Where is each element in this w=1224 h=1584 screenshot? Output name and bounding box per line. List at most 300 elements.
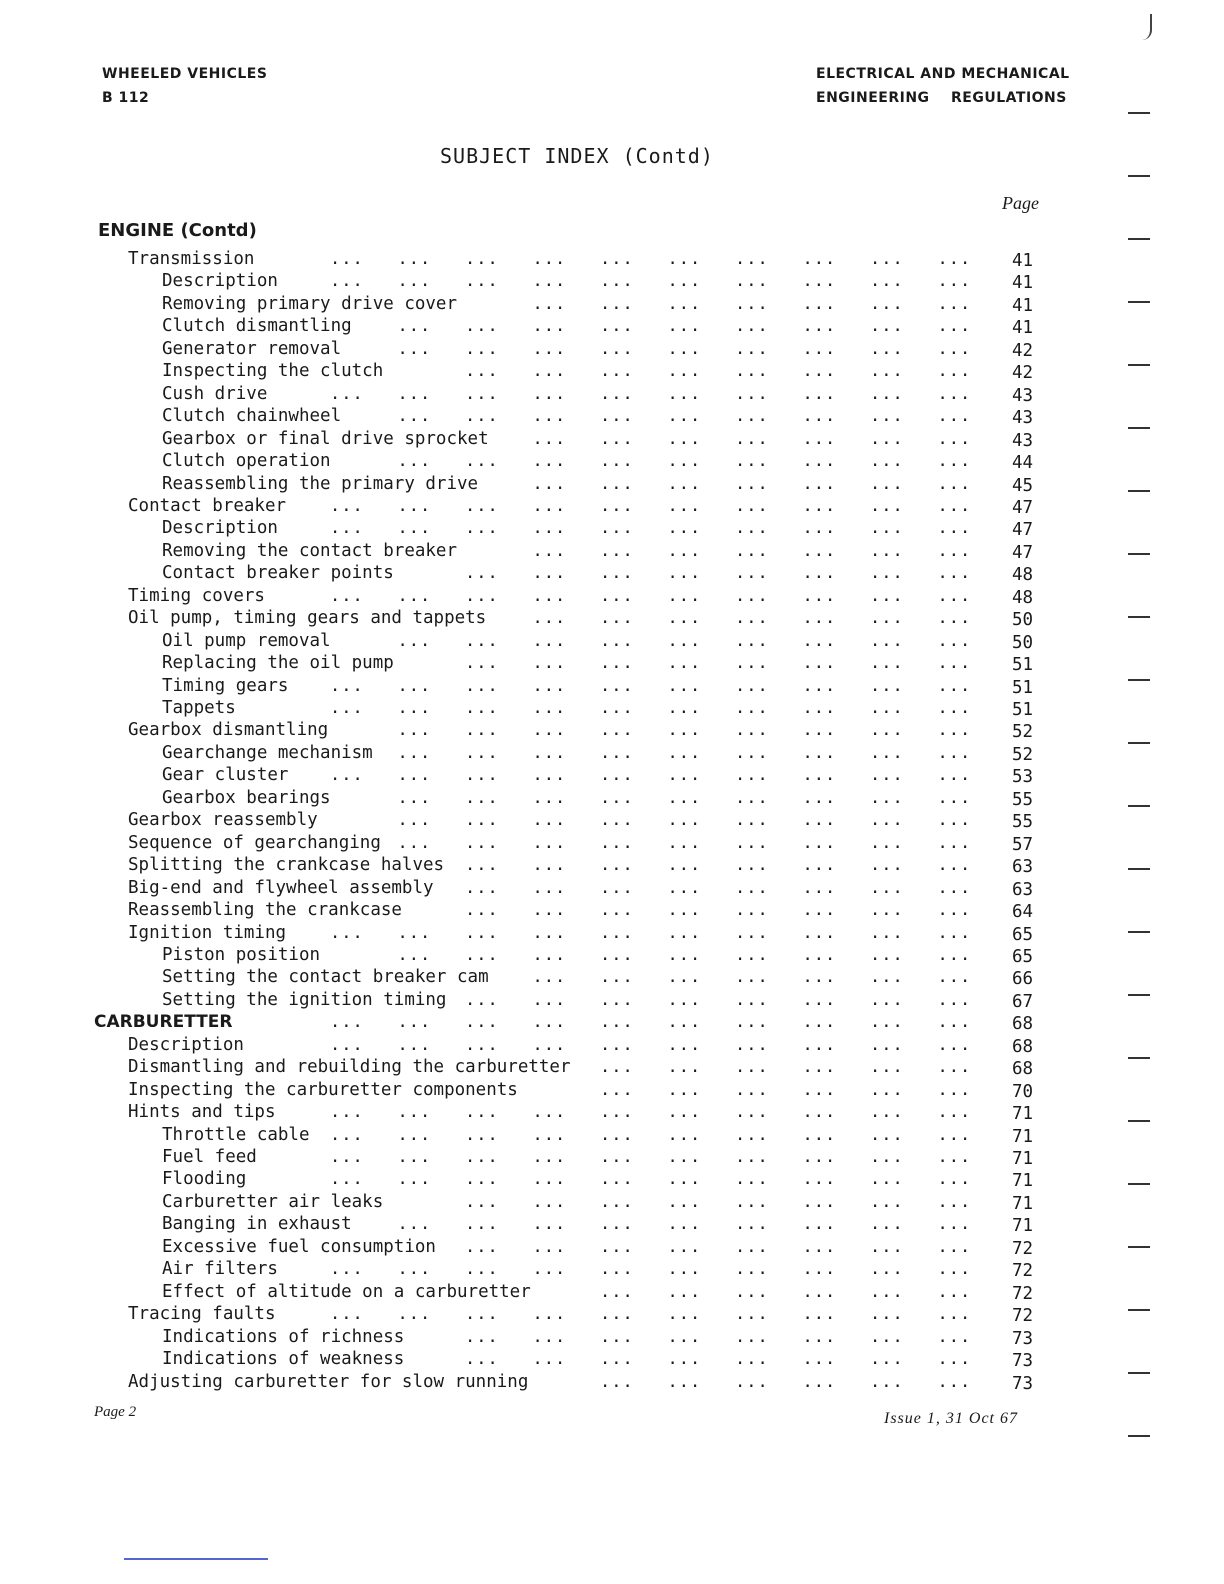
header-right-line1: ELECTRICAL AND MECHANICAL	[816, 66, 1070, 82]
dot-leader: ...	[600, 1057, 634, 1078]
margin-tick	[1128, 427, 1150, 429]
dot-leader: ...	[870, 698, 904, 718]
dot-leader: ...	[870, 1079, 904, 1100]
dot-leader: ...	[802, 406, 837, 427]
dot-leader: ...	[870, 944, 904, 965]
dot-leader: ...	[532, 630, 567, 651]
dot-leader: ...	[870, 832, 904, 853]
index-entry	[0, 1258, 1224, 1280]
index-entry-page: 41	[1012, 251, 1034, 271]
index-entry-label: Flooding	[162, 1169, 247, 1190]
dot-leader: ...	[330, 765, 364, 786]
dot-leader: ...	[802, 1259, 837, 1280]
index-entry-page: 72	[1012, 1238, 1034, 1259]
dot-leader: ...	[735, 1012, 769, 1033]
dot-leader: ...	[532, 608, 567, 629]
dot-leader: ...	[937, 967, 972, 988]
dot-leader: ...	[870, 1349, 904, 1370]
dot-leader: ...	[600, 944, 634, 965]
dot-leader: ...	[735, 563, 769, 584]
index-entry-page: 43	[1012, 385, 1034, 406]
dot-leader: ...	[532, 675, 567, 696]
index-entry-page: 72	[1012, 1283, 1034, 1304]
index-entry	[0, 1326, 1224, 1348]
dot-leader: ...	[802, 855, 837, 876]
dot-leader: ...	[870, 1012, 904, 1033]
dot-leader: ...	[870, 1236, 904, 1257]
index-entry-label: Gearchange mechanism	[162, 742, 373, 763]
index-entry	[0, 944, 1224, 966]
index-entry	[0, 270, 1224, 292]
dot-leader: ...	[330, 675, 364, 696]
dot-leader: ...	[465, 1304, 499, 1325]
dot-leader: ...	[735, 765, 769, 786]
dot-leader: ...	[870, 361, 904, 382]
index-entry-label: Contact breaker	[128, 495, 287, 516]
dot-leader: ...	[600, 473, 634, 494]
dot-leader: ...	[532, 720, 567, 741]
dot-leader: ...	[667, 765, 702, 786]
index-entry-label: Adjusting carburetter for slow running	[128, 1371, 529, 1392]
dot-leader: ...	[397, 1304, 432, 1325]
dot-leader: ...	[735, 316, 769, 337]
margin-tick	[1128, 1120, 1150, 1122]
dot-leader: ...	[870, 473, 904, 494]
dot-leader: ...	[397, 765, 432, 786]
dot-leader: ...	[937, 406, 972, 427]
dot-leader: ...	[937, 1102, 972, 1123]
dot-leader: ...	[532, 922, 567, 943]
dot-leader: ...	[735, 608, 769, 629]
dot-leader: ...	[735, 944, 769, 965]
dot-leader: ...	[667, 1349, 702, 1370]
dot-leader: ...	[937, 922, 972, 943]
dot-leader: ...	[600, 1281, 634, 1302]
dot-leader: ...	[667, 1326, 702, 1347]
dot-leader: ...	[532, 361, 567, 382]
dot-leader: ...	[735, 742, 769, 763]
dot-leader: ...	[937, 1169, 972, 1190]
dot-leader: ...	[735, 1079, 769, 1100]
dot-leader: ...	[465, 900, 499, 921]
dot-leader: ...	[397, 451, 432, 472]
dot-leader: ...	[397, 316, 432, 337]
dot-leader: ...	[600, 765, 634, 786]
index-entry	[0, 697, 1224, 719]
dot-leader: ...	[397, 1034, 432, 1055]
index-entry	[0, 540, 1224, 562]
dot-leader: ...	[735, 271, 769, 292]
dot-leader: ...	[667, 473, 702, 494]
dot-leader: ...	[465, 1191, 499, 1212]
dot-leader: ...	[937, 1304, 972, 1325]
dot-leader: ...	[937, 1236, 972, 1257]
dot-leader: ...	[465, 316, 499, 337]
dot-leader: ...	[937, 810, 972, 831]
dot-leader: ...	[532, 1349, 567, 1370]
index-entry-page: 51	[1012, 700, 1034, 720]
dot-leader: ...	[937, 316, 972, 337]
dot-leader: ...	[667, 653, 702, 674]
dot-leader: ...	[937, 630, 972, 651]
dot-leader: ...	[802, 675, 837, 696]
dot-leader: ...	[600, 989, 634, 1010]
index-entry	[0, 450, 1224, 472]
dot-leader: ...	[735, 720, 769, 741]
index-entry-label: Gearbox dismantling	[128, 720, 329, 741]
dot-leader: ...	[870, 1169, 904, 1190]
footer-page-number: Page 2	[94, 1404, 137, 1420]
dot-leader: ...	[532, 518, 567, 539]
dot-leader: ...	[600, 1034, 634, 1055]
dot-leader: ...	[600, 361, 634, 382]
dot-leader: ...	[735, 922, 769, 943]
dot-leader: ...	[465, 1259, 499, 1280]
dot-leader: ...	[667, 1236, 702, 1257]
dot-leader: ...	[600, 675, 634, 696]
dot-leader: ...	[870, 1304, 904, 1325]
dot-leader: ...	[465, 1124, 499, 1145]
index-entry-label: Dismantling and rebuilding the carburetter	[128, 1057, 571, 1078]
dot-leader: ...	[600, 406, 634, 427]
index-entry	[0, 1124, 1224, 1146]
dot-leader: ...	[735, 473, 769, 494]
dot-leader: ...	[937, 563, 972, 584]
dot-leader: ...	[667, 1304, 702, 1325]
margin-tick	[1128, 805, 1150, 807]
margin-tick	[1128, 1309, 1150, 1311]
dot-leader: ...	[330, 1012, 364, 1033]
dot-leader: ...	[465, 361, 499, 382]
dot-leader: ...	[465, 742, 499, 763]
dot-leader: ...	[870, 293, 904, 314]
dot-leader: ...	[735, 855, 769, 876]
dot-leader: ...	[802, 1214, 837, 1235]
dot-leader: ...	[802, 967, 837, 988]
dot-leader: ...	[937, 989, 972, 1010]
header-left-line1: WHEELED VEHICLES	[102, 66, 268, 82]
dot-leader: ...	[397, 810, 432, 831]
dot-leader: ...	[532, 765, 567, 786]
dot-leader: ...	[937, 585, 972, 606]
dot-leader: ...	[330, 922, 364, 943]
dot-leader: ...	[532, 900, 567, 921]
dot-leader: ...	[532, 1147, 567, 1167]
index-entry	[0, 764, 1224, 786]
dot-leader: ...	[600, 1236, 634, 1257]
index-entry-page: 68	[1012, 1036, 1034, 1057]
dot-leader: ...	[937, 832, 972, 853]
dot-leader: ...	[532, 563, 567, 584]
index-entry-label: Description	[162, 271, 278, 292]
index-entry-label: Oil pump removal	[162, 630, 331, 651]
dot-leader: ...	[600, 922, 634, 943]
dot-leader: ...	[465, 406, 499, 427]
dot-leader: ...	[532, 428, 567, 449]
index-entry-label: Setting the ignition timing	[162, 989, 447, 1010]
index-entry-page: 71	[1012, 1104, 1034, 1125]
dot-leader: ...	[870, 1259, 904, 1280]
dot-leader: ...	[667, 361, 702, 382]
dot-leader: ...	[802, 720, 837, 741]
index-entry	[0, 966, 1224, 988]
dot-leader: ...	[735, 900, 769, 921]
index-entry-label: Replacing the oil pump	[162, 653, 394, 674]
index-entry-label: Oil pump, timing gears and tappets	[128, 608, 487, 629]
section-heading-engine: ENGINE (Contd)	[98, 220, 257, 241]
dot-leader: ...	[735, 1102, 769, 1123]
dot-leader: ...	[600, 428, 634, 449]
dot-leader: ...	[465, 1034, 499, 1055]
dot-leader: ...	[802, 1349, 837, 1370]
dot-leader: ...	[465, 653, 499, 674]
dot-leader: ...	[802, 495, 837, 516]
dot-leader: ...	[532, 944, 567, 965]
index-entry-label: Splitting the crankcase halves	[128, 855, 445, 876]
dot-leader: ...	[667, 1012, 702, 1033]
dot-leader: ...	[397, 742, 432, 763]
dot-leader: ...	[600, 1124, 634, 1145]
index-entry	[0, 1146, 1224, 1168]
margin-tick	[1128, 616, 1150, 618]
index-entry	[0, 742, 1224, 764]
dot-leader: ...	[330, 383, 364, 404]
dot-leader: ...	[802, 900, 837, 921]
dot-leader: ...	[870, 1034, 904, 1055]
index-entry-label: Description	[128, 1034, 244, 1055]
dot-leader: ...	[532, 338, 567, 359]
index-entry	[0, 1371, 1224, 1393]
dot-leader: ...	[802, 787, 837, 808]
index-entry-page: 43	[1012, 408, 1034, 429]
index-entry-label: Gearbox bearings	[162, 787, 331, 808]
dot-leader: ...	[667, 720, 702, 741]
dot-leader: ...	[802, 518, 837, 539]
dot-leader: ...	[735, 787, 769, 808]
dot-leader: ...	[532, 316, 567, 337]
dot-leader: ...	[937, 720, 972, 741]
dot-leader: ...	[397, 249, 432, 269]
dot-leader: ...	[465, 832, 499, 853]
dot-leader: ...	[667, 810, 702, 831]
dot-leader: ...	[397, 1124, 432, 1145]
dot-leader: ...	[802, 451, 837, 472]
dot-leader: ...	[870, 1281, 904, 1302]
dot-leader: ...	[600, 316, 634, 337]
dot-leader: ...	[465, 249, 499, 269]
dot-leader: ...	[465, 271, 499, 292]
dot-leader: ...	[397, 271, 432, 292]
dot-leader: ...	[532, 832, 567, 853]
dot-leader: ...	[802, 249, 837, 269]
dot-leader: ...	[330, 249, 364, 269]
dot-leader: ...	[600, 810, 634, 831]
margin-tick	[1128, 238, 1150, 240]
dot-leader: ...	[667, 675, 702, 696]
dot-leader: ...	[465, 675, 499, 696]
dot-leader: ...	[667, 989, 702, 1010]
index-entry-label: Setting the contact breaker cam	[162, 967, 489, 988]
dot-leader: ...	[735, 585, 769, 606]
dot-leader: ...	[735, 1326, 769, 1347]
dot-leader: ...	[667, 1102, 702, 1123]
index-entry-page: 72	[1012, 1261, 1034, 1282]
dot-leader: ...	[937, 1034, 972, 1055]
dot-leader: ...	[667, 316, 702, 337]
index-entry-page: 68	[1012, 1014, 1034, 1035]
dot-leader: ...	[465, 1214, 499, 1235]
dot-leader: ...	[330, 1169, 364, 1190]
dot-leader: ...	[937, 742, 972, 763]
margin-tick	[1128, 742, 1150, 744]
dot-leader: ...	[735, 653, 769, 674]
dot-leader: ...	[465, 989, 499, 1010]
index-entry-label: Gear cluster	[162, 765, 289, 786]
dot-leader: ...	[802, 608, 837, 629]
index-entry	[0, 338, 1224, 360]
dot-leader: ...	[735, 675, 769, 696]
index-entry-page: 52	[1012, 744, 1034, 765]
dot-leader: ...	[667, 742, 702, 763]
index-entry-page: 71	[1012, 1216, 1034, 1237]
index-entry-page: 73	[1012, 1373, 1034, 1394]
dot-leader: ...	[667, 1147, 702, 1167]
margin-tick	[1128, 994, 1150, 996]
dot-leader: ...	[802, 832, 837, 853]
dot-leader: ...	[667, 563, 702, 584]
dot-leader: ...	[937, 1326, 972, 1347]
dot-leader: ...	[735, 1304, 769, 1325]
index-entry	[0, 428, 1224, 450]
dot-leader: ...	[667, 877, 702, 898]
dot-leader: ...	[600, 1191, 634, 1212]
dot-leader: ...	[802, 1102, 837, 1123]
dot-leader: ...	[600, 1079, 634, 1100]
index-entry-label: Gearbox reassembly	[128, 810, 318, 831]
dot-leader: ...	[532, 1169, 567, 1190]
index-entry	[0, 854, 1224, 876]
dot-leader: ...	[870, 630, 904, 651]
dot-leader: ...	[667, 451, 702, 472]
dot-leader: ...	[465, 1102, 499, 1123]
dot-leader: ...	[465, 877, 499, 898]
dot-leader: ...	[802, 1124, 837, 1145]
dot-leader: ...	[802, 473, 837, 494]
dot-leader: ...	[532, 1034, 567, 1055]
dot-leader: ...	[600, 1169, 634, 1190]
margin-tick	[1128, 490, 1150, 492]
index-entry-label: Removing primary drive cover	[162, 293, 458, 314]
dot-leader: ...	[735, 1034, 769, 1055]
margin-tick	[1128, 301, 1150, 303]
dot-leader: ...	[735, 1191, 769, 1212]
dot-leader: ...	[937, 1371, 972, 1392]
dot-leader: ...	[802, 1147, 837, 1167]
index-entry	[0, 405, 1224, 427]
page-title: SUBJECT INDEX (Contd)	[440, 144, 714, 168]
dot-leader: ...	[397, 720, 432, 741]
dot-leader: ...	[667, 293, 702, 314]
dot-leader: ...	[870, 428, 904, 449]
dot-leader: ...	[532, 293, 567, 314]
dot-leader: ...	[397, 1102, 432, 1123]
index-entry-page: 55	[1012, 789, 1034, 810]
dot-leader: ...	[937, 495, 972, 516]
dot-leader: ...	[870, 900, 904, 921]
dot-leader: ...	[532, 271, 567, 292]
dot-leader: ...	[870, 675, 904, 696]
dot-leader: ...	[937, 900, 972, 921]
index-entry	[0, 383, 1224, 405]
dot-leader: ...	[735, 361, 769, 382]
dot-leader: ...	[667, 1079, 702, 1100]
dot-leader: ...	[667, 495, 702, 516]
page-column-label: Page	[1002, 193, 1039, 213]
dot-leader: ...	[667, 383, 702, 404]
index-entry	[0, 832, 1224, 854]
index-entry	[0, 360, 1224, 382]
index-entry-label: Timing gears	[162, 675, 289, 696]
dot-leader: ...	[802, 877, 837, 898]
index-entry-label: Hints and tips	[128, 1102, 276, 1123]
index-entry-label: Cush drive	[162, 383, 268, 404]
dot-leader: ...	[397, 832, 432, 853]
bottom-rule	[124, 1558, 268, 1560]
dot-leader: ...	[532, 473, 567, 494]
footer-issue-date: Issue 1, 31 Oct 67	[884, 1410, 1018, 1427]
index-entry-page: 47	[1012, 497, 1034, 518]
dot-leader: ...	[465, 787, 499, 808]
index-entry-page: 48	[1012, 565, 1034, 586]
dot-leader: ...	[600, 900, 634, 921]
dot-leader: ...	[600, 518, 634, 539]
index-entry-label: Clutch operation	[162, 451, 331, 472]
dot-leader: ...	[937, 1259, 972, 1280]
index-entry	[0, 248, 1224, 270]
index-entry	[0, 1011, 1224, 1033]
dot-leader: ...	[802, 585, 837, 606]
dot-leader: ...	[397, 1169, 432, 1190]
index-entry-label: Excessive fuel consumption	[162, 1236, 436, 1257]
dot-leader: ...	[870, 1124, 904, 1145]
dot-leader: ...	[330, 1034, 364, 1055]
index-entry	[0, 877, 1224, 899]
index-entry	[0, 1034, 1224, 1056]
dot-leader: ...	[735, 406, 769, 427]
index-entry	[0, 1168, 1224, 1190]
dot-leader: ...	[937, 765, 972, 786]
index-entry	[0, 1191, 1224, 1213]
index-entry-label: Gearbox or final drive sprocket	[162, 428, 489, 449]
dot-leader: ...	[397, 1012, 432, 1033]
margin-tick	[1128, 1435, 1150, 1437]
dot-leader: ...	[870, 1371, 904, 1392]
dot-leader: ...	[735, 1259, 769, 1280]
index-entry-page: 41	[1012, 273, 1034, 294]
dot-leader: ...	[600, 720, 634, 741]
dot-leader: ...	[735, 989, 769, 1010]
dot-leader: ...	[870, 249, 904, 269]
dot-leader: ...	[870, 1326, 904, 1347]
dot-leader: ...	[532, 451, 567, 472]
dot-leader: ...	[600, 1326, 634, 1347]
dot-leader: ...	[330, 1147, 364, 1167]
margin-tick	[1128, 1183, 1150, 1185]
index-entry-label: Tracing faults	[128, 1304, 276, 1325]
dot-leader: ...	[937, 1214, 972, 1235]
dot-leader: ...	[667, 1371, 702, 1392]
dot-leader: ...	[870, 495, 904, 516]
